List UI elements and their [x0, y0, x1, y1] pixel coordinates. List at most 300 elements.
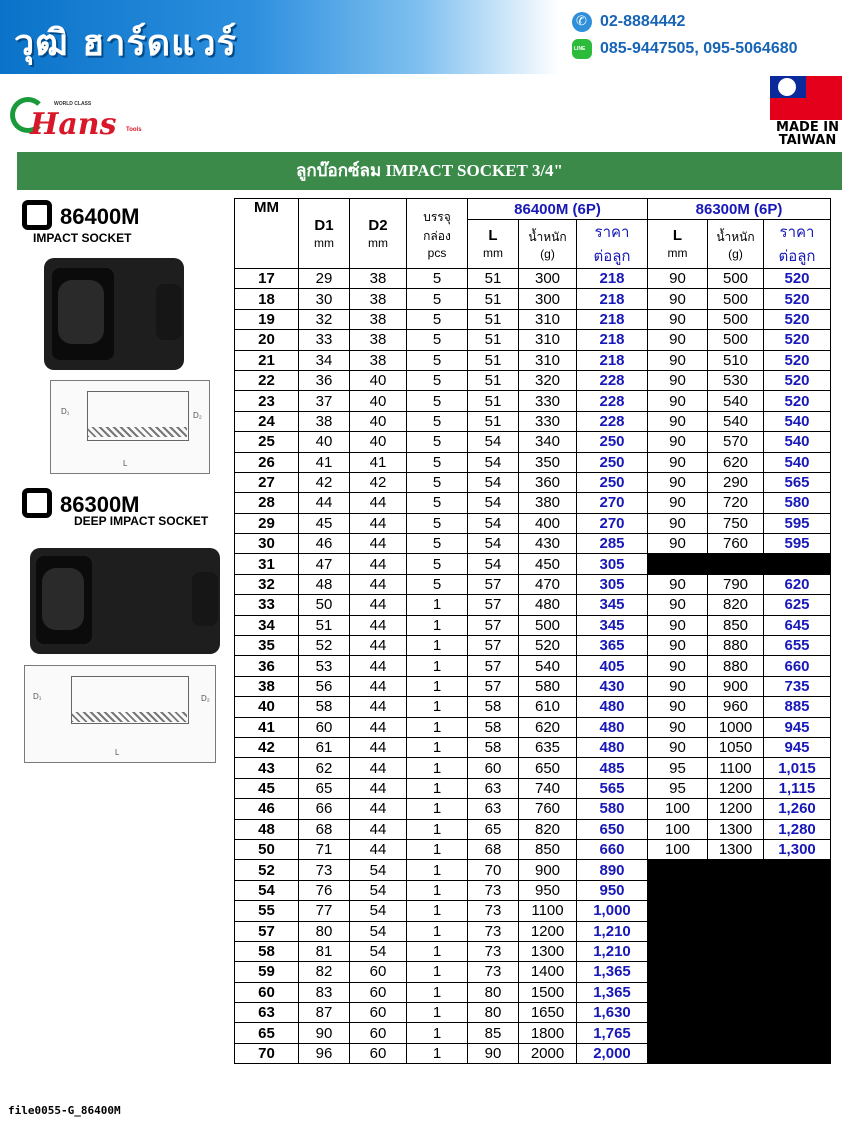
cell-price-86400m: 485: [577, 758, 648, 778]
cell-size-mm: 42: [235, 737, 299, 757]
col-header-price: ราคา ต่อลูก: [577, 220, 648, 269]
made-in-line2: TAIWAN: [778, 133, 837, 148]
cell-d2: 60: [350, 1043, 407, 1063]
cell-price-86400m: 305: [577, 574, 648, 594]
cell-size-mm: 43: [235, 758, 299, 778]
cell-price-86400m: 270: [577, 513, 648, 533]
cell-l-86400m: 85: [468, 1023, 519, 1043]
cell-size-mm: 36: [235, 656, 299, 676]
cell-weight-86300m: 540: [708, 411, 764, 431]
cell-d1: 80: [299, 921, 350, 941]
table-row: [235, 350, 831, 370]
cell-d1: 52: [299, 636, 350, 656]
cell-box-qty: 1: [407, 758, 468, 778]
cell-weight-86400m: 340: [519, 432, 577, 452]
cell-price-86400m: 305: [577, 554, 648, 574]
cell-d2: 60: [350, 982, 407, 1002]
cell-weight-86400m: 620: [519, 717, 577, 737]
cell-price-86300m: 1,015: [764, 758, 831, 778]
cell-weight-86300m: 1300: [708, 839, 764, 859]
cell-d1: 68: [299, 819, 350, 839]
cell-d1: 33: [299, 330, 350, 350]
cell-price-86300m: [764, 880, 831, 900]
cell-weight-86400m: 635: [519, 737, 577, 757]
table-row: [235, 1043, 831, 1063]
cell-d1: 32: [299, 309, 350, 329]
cell-size-mm: 28: [235, 493, 299, 513]
cell-d2: 44: [350, 554, 407, 574]
cell-d1: 38: [299, 411, 350, 431]
cell-d2: 38: [350, 350, 407, 370]
cell-price-86400m: 1,000: [577, 901, 648, 921]
table-row: [235, 595, 831, 615]
cell-weight-86400m: 580: [519, 676, 577, 696]
col-header-l: L mm: [468, 220, 519, 269]
cell-d1: 82: [299, 962, 350, 982]
col-header-l: L mm: [648, 220, 708, 269]
cell-l-86300m: 90: [648, 534, 708, 554]
col-header-price: ราคา ต่อลูก: [764, 220, 831, 269]
cell-price-86300m: 540: [764, 452, 831, 472]
cell-l-86300m: 90: [648, 615, 708, 635]
cell-price-86400m: 1,365: [577, 962, 648, 982]
cell-weight-86400m: 310: [519, 330, 577, 350]
cell-box-qty: 5: [407, 513, 468, 533]
cell-price-86300m: 565: [764, 472, 831, 492]
cell-box-qty: 1: [407, 595, 468, 615]
table-row: [235, 941, 831, 961]
cell-price-86300m: 520: [764, 391, 831, 411]
cell-weight-86300m: 850: [708, 615, 764, 635]
cell-box-qty: 5: [407, 554, 468, 574]
cell-size-mm: 20: [235, 330, 299, 350]
cell-weight-86300m: 1200: [708, 799, 764, 819]
cell-box-qty: 1: [407, 1003, 468, 1023]
cell-d2: 60: [350, 1003, 407, 1023]
table-row: [235, 656, 831, 676]
cell-box-qty: 1: [407, 717, 468, 737]
cell-size-mm: 17: [235, 269, 299, 289]
cell-d2: 44: [350, 615, 407, 635]
cell-l-86400m: 54: [468, 452, 519, 472]
cell-price-86400m: 2,000: [577, 1043, 648, 1063]
cell-d1: 51: [299, 615, 350, 635]
cell-weight-86400m: 760: [519, 799, 577, 819]
table-row: [235, 472, 831, 492]
cell-price-86300m: 620: [764, 574, 831, 594]
cell-d1: 29: [299, 269, 350, 289]
cell-weight-86400m: 430: [519, 534, 577, 554]
table-row: [235, 289, 831, 309]
cell-price-86400m: 1,210: [577, 941, 648, 961]
cell-box-qty: 5: [407, 493, 468, 513]
cell-price-86400m: 218: [577, 330, 648, 350]
cell-weight-86300m: 620: [708, 452, 764, 472]
cell-l-86300m: [648, 1023, 708, 1043]
cell-size-mm: 60: [235, 982, 299, 1002]
label-l: L: [123, 459, 128, 468]
cell-l-86300m: [648, 1003, 708, 1023]
cell-d1: 37: [299, 391, 350, 411]
cell-weight-86300m: 510: [708, 350, 764, 370]
cell-l-86400m: 58: [468, 737, 519, 757]
cell-d2: 40: [350, 370, 407, 390]
cell-l-86400m: 51: [468, 391, 519, 411]
line-numbers: 085-9447505, 095-5064680: [600, 40, 798, 58]
cell-l-86300m: 90: [648, 391, 708, 411]
cell-size-mm: 23: [235, 391, 299, 411]
cell-d2: 40: [350, 391, 407, 411]
cell-l-86300m: 90: [648, 717, 708, 737]
cell-d2: 60: [350, 1023, 407, 1043]
col-header-weight: น้ำหนัก (g): [708, 220, 764, 269]
cell-size-mm: 27: [235, 472, 299, 492]
cell-l-86300m: 100: [648, 839, 708, 859]
cell-price-86400m: 270: [577, 493, 648, 513]
cell-d1: 77: [299, 901, 350, 921]
cell-price-86300m: 885: [764, 697, 831, 717]
cell-l-86300m: 90: [648, 574, 708, 594]
phone-contact: [572, 12, 685, 32]
cell-price-86400m: 580: [577, 799, 648, 819]
deep-socket-drawing: [24, 665, 216, 763]
cell-weight-86300m: 500: [708, 309, 764, 329]
cell-price-86300m: 520: [764, 350, 831, 370]
cell-d1: 44: [299, 493, 350, 513]
cell-d2: 44: [350, 595, 407, 615]
cell-price-86300m: 945: [764, 717, 831, 737]
cell-d1: 45: [299, 513, 350, 533]
phone-icon: [572, 12, 592, 32]
cell-price-86300m: [764, 901, 831, 921]
table-row: [235, 493, 831, 513]
cell-d2: 38: [350, 289, 407, 309]
cell-weight-86400m: 520: [519, 636, 577, 656]
cell-size-mm: 33: [235, 595, 299, 615]
col-header-weight: น้ำหนัก (g): [519, 220, 577, 269]
cell-d1: 76: [299, 880, 350, 900]
cell-weight-86400m: 300: [519, 289, 577, 309]
cell-d2: 44: [350, 534, 407, 554]
cell-size-mm: 24: [235, 411, 299, 431]
hexagon-icon: [22, 488, 52, 518]
cell-d1: 48: [299, 574, 350, 594]
cell-box-qty: 1: [407, 962, 468, 982]
cell-box-qty: 1: [407, 676, 468, 696]
cell-price-86300m: 595: [764, 513, 831, 533]
cell-d2: 44: [350, 737, 407, 757]
cell-l-86300m: 90: [648, 595, 708, 615]
cell-d2: 40: [350, 411, 407, 431]
cell-d1: 42: [299, 472, 350, 492]
cell-weight-86400m: 330: [519, 411, 577, 431]
cell-l-86300m: 90: [648, 289, 708, 309]
cell-box-qty: 1: [407, 1023, 468, 1043]
cell-d2: 54: [350, 860, 407, 880]
cell-d2: 44: [350, 636, 407, 656]
cell-d2: 60: [350, 962, 407, 982]
cell-l-86400m: 51: [468, 411, 519, 431]
cell-box-qty: 1: [407, 737, 468, 757]
cell-weight-86400m: 650: [519, 758, 577, 778]
cell-weight-86400m: 470: [519, 574, 577, 594]
cell-weight-86300m: [708, 860, 764, 880]
table-row: [235, 574, 831, 594]
table-row: [235, 432, 831, 452]
cell-weight-86400m: 480: [519, 595, 577, 615]
cell-box-qty: 1: [407, 901, 468, 921]
cell-l-86400m: 63: [468, 778, 519, 798]
brand-name: วุฒิ ฮาร์ดแวร์: [14, 23, 237, 64]
table-row: [235, 554, 831, 574]
cell-weight-86300m: 540: [708, 391, 764, 411]
cell-l-86300m: 95: [648, 778, 708, 798]
cell-l-86300m: 90: [648, 472, 708, 492]
cell-box-qty: 5: [407, 534, 468, 554]
cell-l-86300m: [648, 962, 708, 982]
cell-l-86300m: 90: [648, 737, 708, 757]
cell-weight-86400m: 850: [519, 839, 577, 859]
col-header-d1: D1 mm: [299, 199, 350, 269]
product-desc: DEEP IMPACT SOCKET: [74, 514, 209, 528]
cell-size-mm: 21: [235, 350, 299, 370]
cell-box-qty: 5: [407, 452, 468, 472]
cell-d1: 71: [299, 839, 350, 859]
logo-wordmark: Hans: [30, 107, 117, 142]
cell-d2: 44: [350, 493, 407, 513]
cell-price-86300m: [764, 982, 831, 1002]
col-header-mm: MM: [235, 199, 299, 269]
label-d2: D₂: [193, 411, 202, 420]
cell-box-qty: 1: [407, 799, 468, 819]
cell-d1: 96: [299, 1043, 350, 1063]
cell-d1: 66: [299, 799, 350, 819]
cell-l-86400m: 63: [468, 799, 519, 819]
cell-weight-86400m: 900: [519, 860, 577, 880]
table-row: [235, 860, 831, 880]
cell-l-86400m: 54: [468, 472, 519, 492]
cell-price-86300m: 595: [764, 534, 831, 554]
cell-weight-86300m: [708, 880, 764, 900]
cell-price-86300m: 1,300: [764, 839, 831, 859]
cell-weight-86400m: 2000: [519, 1043, 577, 1063]
cell-size-mm: 65: [235, 1023, 299, 1043]
cell-weight-86300m: [708, 982, 764, 1002]
cell-box-qty: 1: [407, 1043, 468, 1063]
logo-tagline: WORLD CLASS: [54, 101, 92, 107]
cell-size-mm: 30: [235, 534, 299, 554]
cell-price-86400m: 228: [577, 411, 648, 431]
cell-l-86400m: 65: [468, 819, 519, 839]
cell-box-qty: 1: [407, 921, 468, 941]
cell-size-mm: 29: [235, 513, 299, 533]
cell-weight-86300m: [708, 1003, 764, 1023]
cell-l-86300m: 95: [648, 758, 708, 778]
cell-price-86400m: 480: [577, 717, 648, 737]
table-row: [235, 880, 831, 900]
cell-l-86300m: 90: [648, 452, 708, 472]
cell-box-qty: 5: [407, 472, 468, 492]
made-in-line1: MADE IN: [776, 120, 839, 135]
label-d2: D₂: [201, 694, 210, 703]
cell-price-86400m: 345: [577, 615, 648, 635]
cell-size-mm: 70: [235, 1043, 299, 1063]
cell-price-86400m: 345: [577, 595, 648, 615]
cell-price-86300m: 625: [764, 595, 831, 615]
cell-size-mm: 57: [235, 921, 299, 941]
cell-l-86300m: 90: [648, 350, 708, 370]
hexagon-icon: [22, 200, 52, 230]
cell-weight-86400m: 820: [519, 819, 577, 839]
cell-weight-86300m: 1200: [708, 778, 764, 798]
cell-l-86400m: 58: [468, 717, 519, 737]
cell-weight-86400m: 450: [519, 554, 577, 574]
cell-l-86400m: 51: [468, 309, 519, 329]
cell-l-86400m: 51: [468, 330, 519, 350]
cell-l-86400m: 73: [468, 962, 519, 982]
cell-weight-86300m: 820: [708, 595, 764, 615]
cell-price-86400m: 430: [577, 676, 648, 696]
cell-l-86300m: [648, 860, 708, 880]
table-row: [235, 370, 831, 390]
cell-l-86400m: 73: [468, 921, 519, 941]
cell-d1: 34: [299, 350, 350, 370]
cell-weight-86400m: 1650: [519, 1003, 577, 1023]
table-row: [235, 799, 831, 819]
cell-box-qty: 5: [407, 350, 468, 370]
cell-price-86300m: [764, 860, 831, 880]
cell-l-86300m: [648, 941, 708, 961]
cell-size-mm: 25: [235, 432, 299, 452]
cell-d1: 36: [299, 370, 350, 390]
cell-weight-86400m: 1400: [519, 962, 577, 982]
cell-box-qty: 1: [407, 982, 468, 1002]
cell-price-86400m: 890: [577, 860, 648, 880]
table-row: [235, 901, 831, 921]
cell-size-mm: 18: [235, 289, 299, 309]
cell-weight-86400m: 300: [519, 269, 577, 289]
cell-price-86400m: 218: [577, 289, 648, 309]
table-row: [235, 921, 831, 941]
cell-d1: 62: [299, 758, 350, 778]
cell-weight-86300m: [708, 921, 764, 941]
cell-size-mm: 34: [235, 615, 299, 635]
cell-weight-86400m: 320: [519, 370, 577, 390]
cell-l-86300m: [648, 880, 708, 900]
impact-socket-photo: [44, 258, 184, 370]
cell-box-qty: 1: [407, 636, 468, 656]
cell-price-86300m: 520: [764, 309, 831, 329]
cell-size-mm: 35: [235, 636, 299, 656]
cell-box-qty: 1: [407, 778, 468, 798]
cell-weight-86400m: 380: [519, 493, 577, 513]
cell-d2: 40: [350, 432, 407, 452]
cell-l-86300m: 90: [648, 676, 708, 696]
product-model: 86300M: [60, 492, 140, 517]
table-row: [235, 513, 831, 533]
cell-weight-86400m: 1100: [519, 901, 577, 921]
table-row: [235, 962, 831, 982]
cell-price-86400m: 228: [577, 391, 648, 411]
cell-price-86300m: 735: [764, 676, 831, 696]
cell-l-86300m: 90: [648, 330, 708, 350]
cell-box-qty: 5: [407, 574, 468, 594]
table-row: [235, 636, 831, 656]
cell-weight-86300m: 900: [708, 676, 764, 696]
cell-l-86300m: [648, 921, 708, 941]
table-row: [235, 411, 831, 431]
cell-price-86300m: 945: [764, 737, 831, 757]
cell-weight-86400m: 400: [519, 513, 577, 533]
hans-logo: [10, 95, 140, 145]
cell-size-mm: 40: [235, 697, 299, 717]
cell-d2: 44: [350, 717, 407, 737]
cell-box-qty: 1: [407, 839, 468, 859]
cell-box-qty: 5: [407, 309, 468, 329]
cell-price-86400m: 250: [577, 472, 648, 492]
cell-price-86400m: 405: [577, 656, 648, 676]
cell-l-86400m: 73: [468, 941, 519, 961]
cell-weight-86400m: 610: [519, 697, 577, 717]
table-row: [235, 982, 831, 1002]
cell-d1: 53: [299, 656, 350, 676]
cell-d2: 44: [350, 513, 407, 533]
cell-d2: 42: [350, 472, 407, 492]
cell-price-86400m: 285: [577, 534, 648, 554]
cell-l-86300m: 90: [648, 656, 708, 676]
cell-box-qty: 1: [407, 656, 468, 676]
cell-d2: 44: [350, 676, 407, 696]
cell-weight-86400m: 1800: [519, 1023, 577, 1043]
cell-price-86300m: [764, 1043, 831, 1063]
cell-weight-86300m: 960: [708, 697, 764, 717]
cell-weight-86300m: 500: [708, 330, 764, 350]
product-86400m-heading: [22, 200, 140, 230]
label-d1: D₁: [61, 407, 70, 416]
cell-l-86400m: 51: [468, 350, 519, 370]
cell-l-86400m: 80: [468, 1003, 519, 1023]
cell-price-86400m: 228: [577, 370, 648, 390]
cell-weight-86300m: 880: [708, 656, 764, 676]
cell-box-qty: 5: [407, 432, 468, 452]
cell-size-mm: 46: [235, 799, 299, 819]
cell-size-mm: 32: [235, 574, 299, 594]
table-row: [235, 391, 831, 411]
cell-l-86300m: 90: [648, 697, 708, 717]
cell-d1: 61: [299, 737, 350, 757]
cell-weight-86300m: [708, 1023, 764, 1043]
cell-l-86400m: 54: [468, 432, 519, 452]
table-row: [235, 819, 831, 839]
cell-d1: 83: [299, 982, 350, 1002]
cell-l-86300m: [648, 1043, 708, 1063]
cell-l-86400m: 51: [468, 289, 519, 309]
cell-d1: 58: [299, 697, 350, 717]
cell-price-86400m: 1,630: [577, 1003, 648, 1023]
cell-l-86400m: 70: [468, 860, 519, 880]
cell-weight-86400m: 540: [519, 656, 577, 676]
deep-impact-socket-photo: [30, 548, 220, 654]
cell-price-86300m: 520: [764, 269, 831, 289]
cell-l-86300m: 90: [648, 513, 708, 533]
cell-price-86400m: 1,365: [577, 982, 648, 1002]
header-banner: [0, 0, 560, 74]
cell-size-mm: 26: [235, 452, 299, 472]
cell-box-qty: 5: [407, 370, 468, 390]
cell-weight-86300m: 880: [708, 636, 764, 656]
cell-weight-86300m: [708, 554, 764, 574]
table-row: [235, 615, 831, 635]
